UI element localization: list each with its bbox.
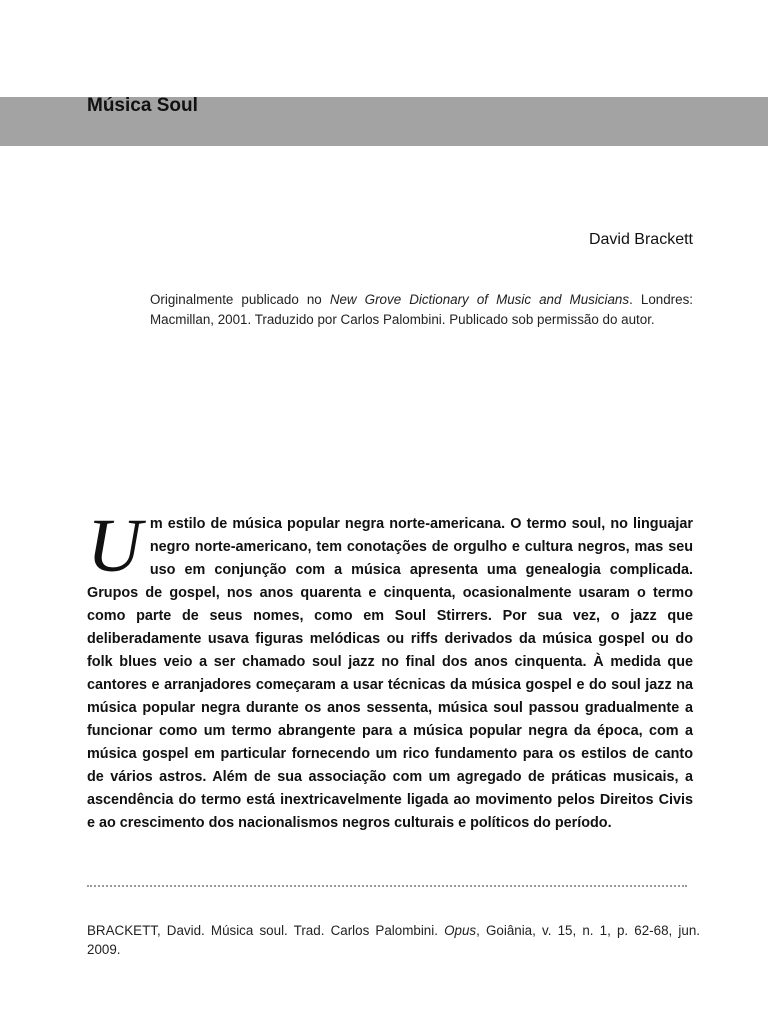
page-title: Música Soul [87, 95, 198, 116]
dotted-divider [87, 885, 687, 887]
citation-journal: Opus [444, 923, 477, 939]
citation [87, 921, 700, 959]
author-name: David Brackett [588, 231, 693, 248]
citation-prefix: BRACKETT, David. Música soul. Trad. Carlos Palombini. [87, 923, 445, 939]
publication-note-suffix: . Londres: Macmillan, 2001. Traduzido por Carlos Palombini. Publicado sob permissão do autor. [150, 292, 693, 328]
publication-note-work: New Grove Dictionary of Music and Musicians [329, 292, 630, 308]
publication-note-prefix: Originalmente publicado no [150, 292, 330, 308]
article-text: m estilo de música popular negra norte-americana. O termo soul, no linguajar negro norte-americano, tem conotações de orgulho e cultura negros, mas seu uso em conjunção com a música apresenta uma genealogia complicada. Grupos de gospel, nos anos quarenta e cinquenta, ocasionalmente usaram o termo como parte de seus nomes, como em Soul Stirrers. Por sua vez, o jazz que deliberadamente usava figuras melódicas ou riffs derivados da música gospel ou do folk blues veio a ser chamado soul jazz no final dos anos cinquenta. À medida que cantores e arranjadores começaram a usar técnicas da música gospel e do soul jazz na música popular negra durante os anos sessenta, música soul passou gradualmente a funcionar como um termo abrangente para a música popular negra da época, com a música gospel em particular fornecendo um rico fundamento para os estilos de canto de vários astros. Além de sua associação com um agregado de práticas musicais, a ascendência do termo está inextricavelmente ligada ao movimento pelos Direitos Civis e ao crescimento dos nacionalismos negros culturais e políticos do período. [87, 516, 693, 831]
drop-cap: U [87, 504, 142, 588]
article-body [87, 504, 693, 835]
citation-suffix: , Goiânia, v. 15, n. 1, p. 62-68, jun. 2009. [87, 923, 700, 958]
publication-note [150, 290, 693, 330]
